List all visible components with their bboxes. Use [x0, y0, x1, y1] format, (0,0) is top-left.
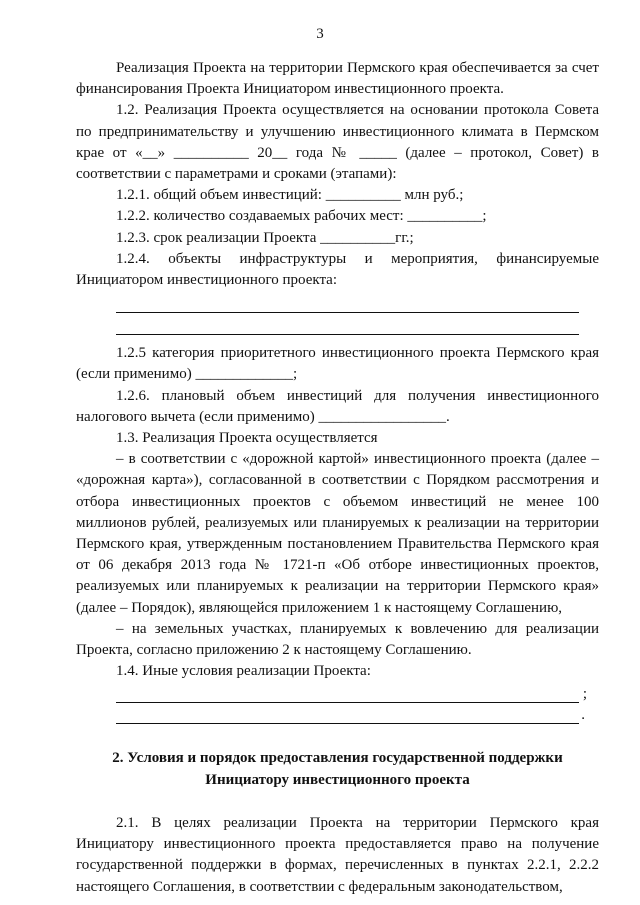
paragraph-1-2: 1.2. Реализация Проекта осуществляется на основании протокола Совета по предпринимательству и улучшению инвестиционного климата в Пермском крае от «__» __________ 20__ года № _____ (далее – протокол, Совет) в соответствии с параметрами и сроками (этапами):	[76, 102, 599, 183]
blank-line	[116, 682, 579, 703]
paragraph-1-2-1: 1.2.1. общий объем инвестиций: __________ млн руб.;	[116, 187, 464, 204]
section-2-heading	[76, 748, 599, 790]
page-number: 3	[316, 26, 324, 42]
blank-line-row	[76, 682, 599, 703]
paragraph-1-3-b: – на земельных участках, планируемых к вовлечению для реализации Проекта, согласно приложению 2 к настоящему Соглашению.	[76, 620, 599, 659]
paragraph-intro: Реализация Проекта на территории Пермского края обеспечивается за счет финансирования Проекта Инициатором инвестиционного проекта.	[76, 60, 599, 98]
blank-line-row	[76, 703, 599, 724]
paragraph-1-3-a: – в соответствии с «дорожной картой» инвестиционного проекта (далее – «дорожная карта»), согласованной в соответствии с Порядком рассмотрения и отбора инвестиционных проектов с объемом инвестиций не менее 100 миллионов рублей, реализуемых или планируемых к реализации на территории Пермского края, утвержденным постановлением Правительства Пермского края от 06 декабря 2013 года № 1721-п «Об отборе инвестиционных проектов, реализуемых или планируемых к реализации на территории Пермского края» (далее – Порядок), являющейся приложением 1 к настоящему Соглашению,	[76, 451, 599, 616]
blank-line	[116, 291, 579, 313]
section-2-title-line-2: Инициатору инвестиционного проекта	[205, 771, 470, 788]
paragraph-1-3: 1.3. Реализация Проекта осуществляется	[116, 430, 378, 447]
section-2-title-line-1: 2. Условия и порядок предоставления государственной поддержки	[112, 750, 563, 767]
paragraph-1-2-4: 1.2.4. объекты инфраструктуры и мероприятия, финансируемые Инициатором инвестиционного проекта:	[76, 250, 599, 289]
document-body	[76, 58, 599, 898]
paragraph-1-4: 1.4. Иные условия реализации Проекта:	[116, 663, 371, 680]
paragraph-1-2-2: 1.2.2. количество создаваемых рабочих мест: __________;	[116, 208, 487, 225]
paragraph-2-1: 2.1. В целях реализации Проекта на территории Пермского края Инициатору инвестиционного проекта предоставляется право на получение государственной поддержки в формах, перечисленных в пунктах 2.2.1, 2.2.2 настоящего Соглашения, в соответствии с федеральным законодательством,	[76, 814, 599, 895]
rule-end-mark: .	[581, 707, 585, 724]
blank-line	[116, 313, 579, 335]
paragraph-1-2-5: 1.2.5 категория приоритетного инвестиционного проекта Пермского края (если применимо) _____________;	[76, 345, 599, 383]
rule-end-mark: ;	[582, 686, 587, 703]
paragraph-1-2-3: 1.2.3. срок реализации Проекта __________гг.;	[116, 229, 414, 246]
paragraph-1-2-6: 1.2.6. плановый объем инвестиций для получения инвестиционного налогового вычета (если применимо) _________________.	[76, 387, 599, 425]
blank-line	[116, 703, 579, 724]
